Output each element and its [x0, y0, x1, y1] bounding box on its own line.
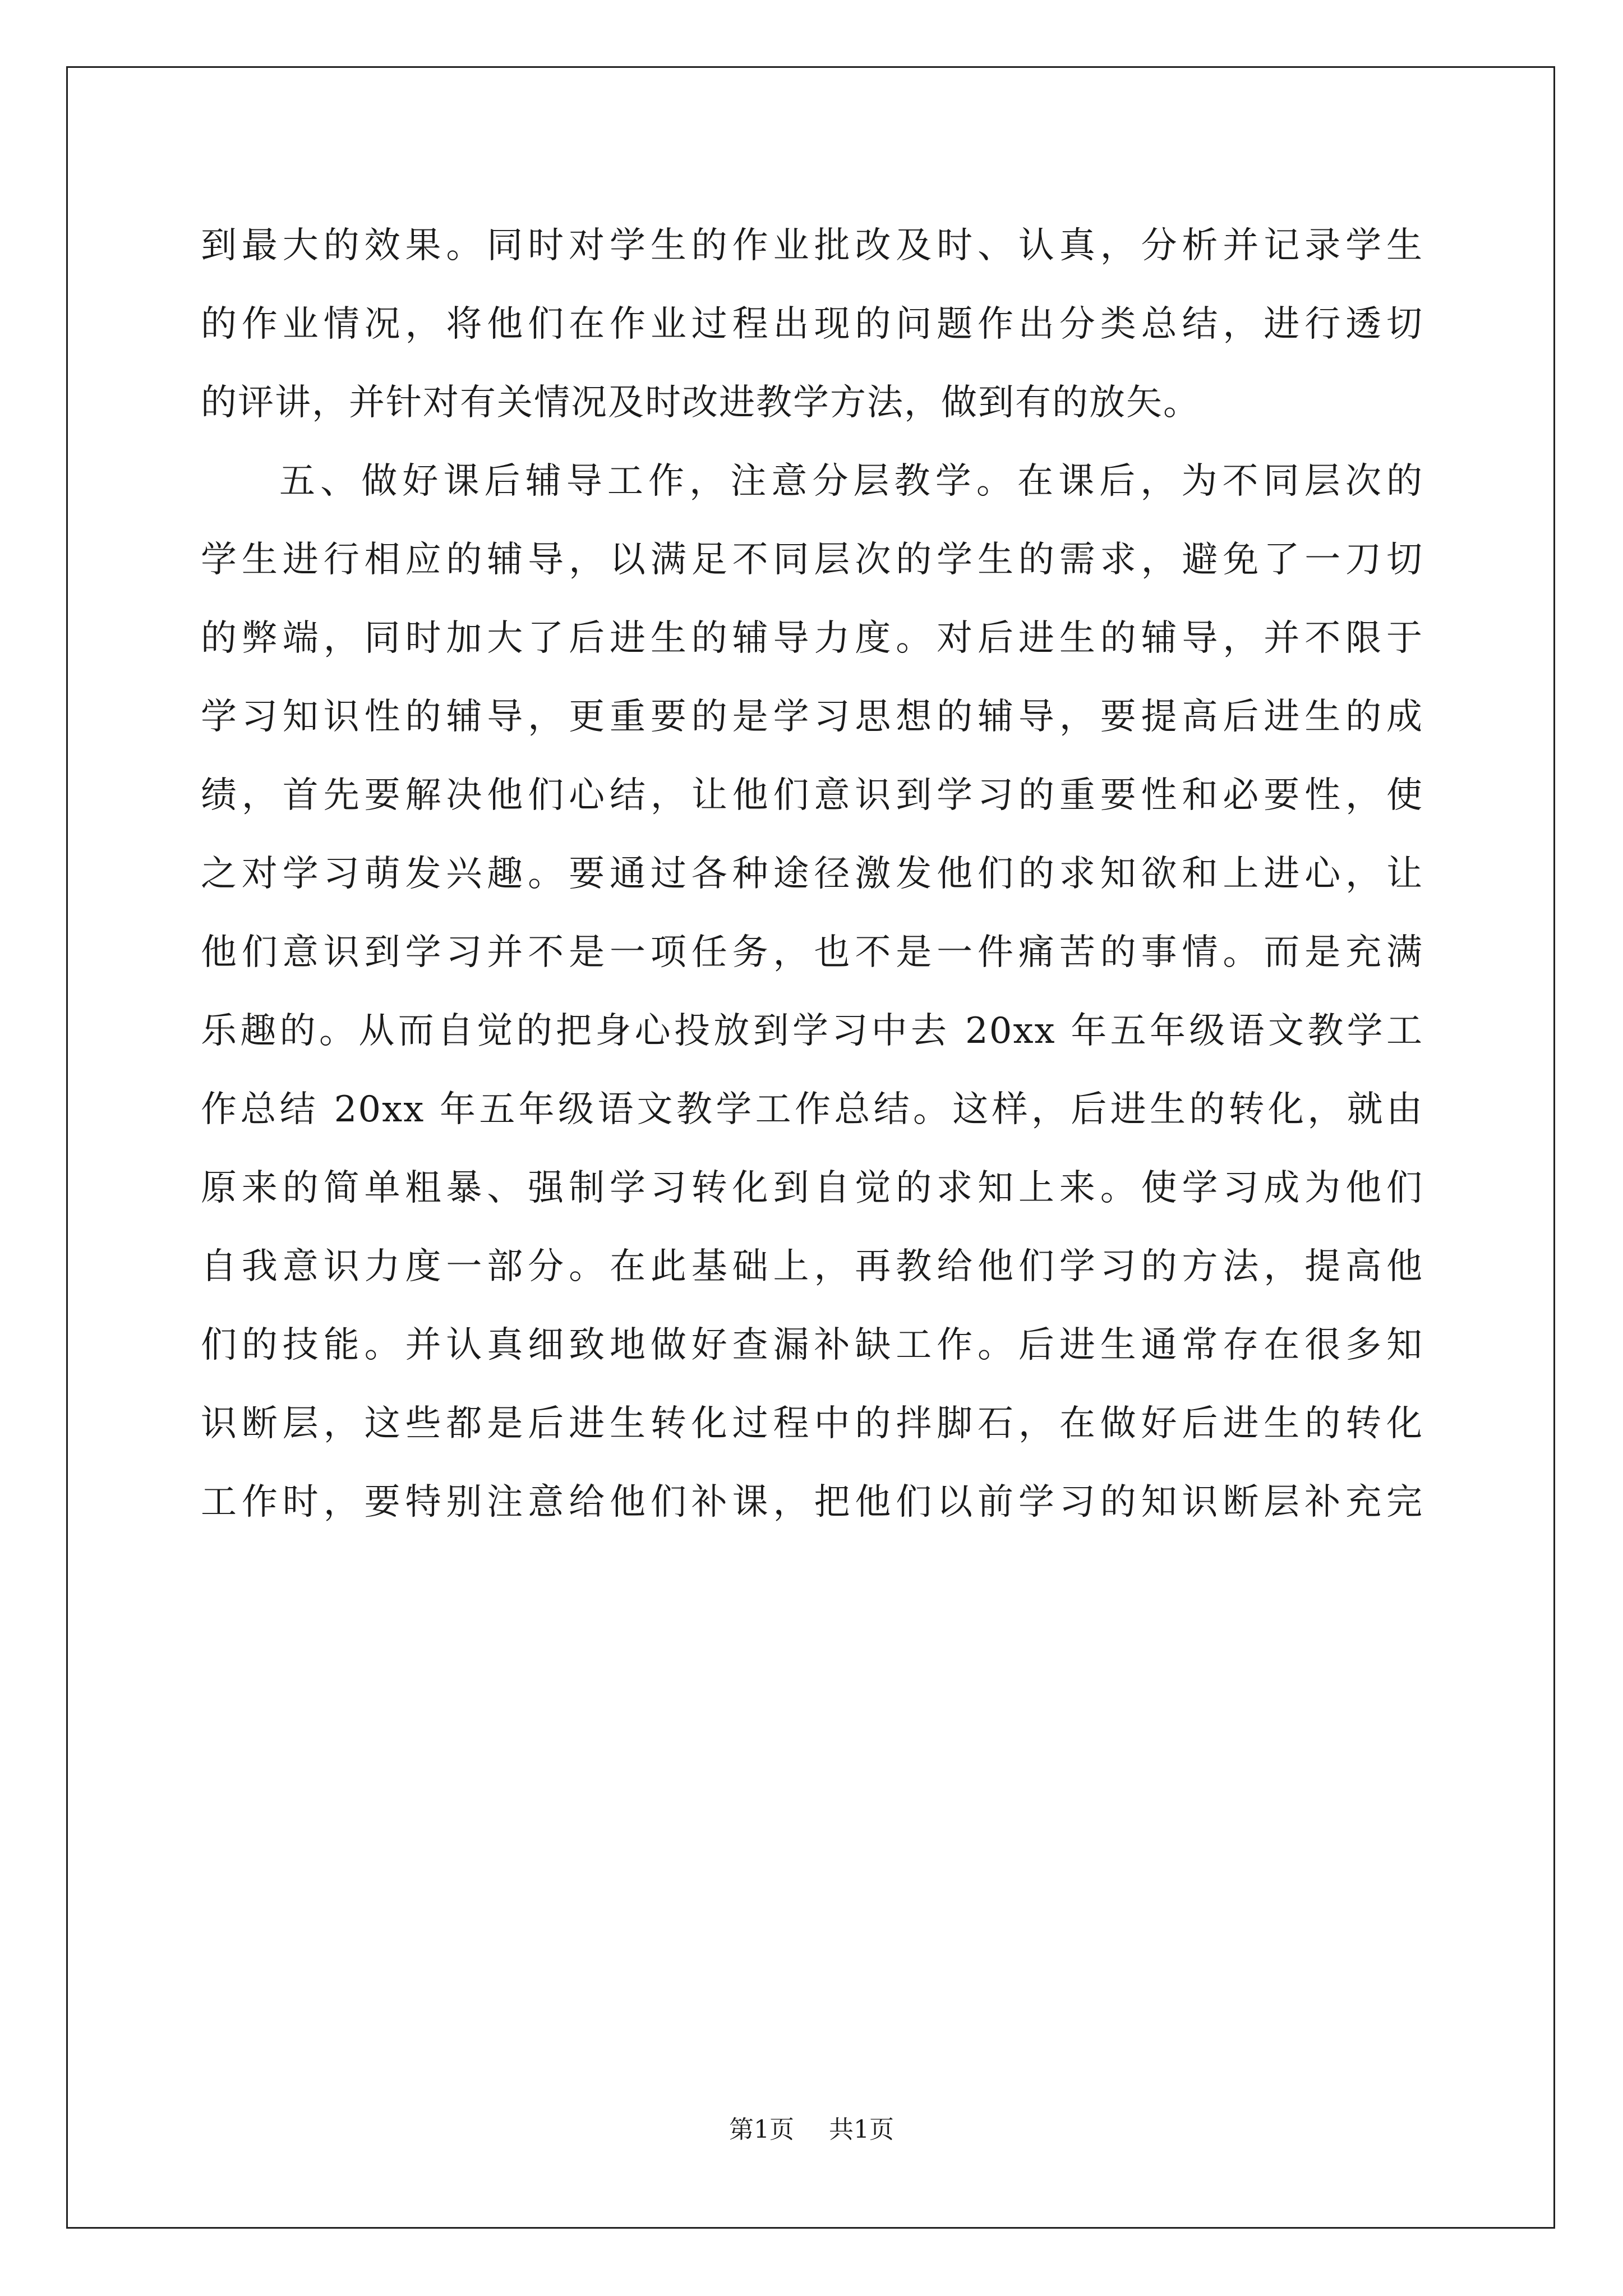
page-total: 共1页 [829, 2115, 894, 2144]
text-line: 们的技能。并认真细致地做好查漏补缺工作。后进生通常存在很多知 [201, 1324, 1423, 1366]
text-line: 原来的简单粗暴、强制学习转化到自觉的求知上来。使学习成为他们 [201, 1167, 1423, 1209]
document-body [201, 206, 1423, 1542]
text-line: 识断层，这些都是后进生转化过程中的拌脚石，在做好后进生的转化 [201, 1403, 1423, 1444]
text-line: 学习知识性的辅导，更重要的是学习思想的辅导，要提高后进生的成 [201, 696, 1423, 738]
text-line: 乐趣的。从而自觉的把身心投放到学习中去 20xx 年五年级语文教学工 [201, 1010, 1423, 1052]
text-line: 学生进行相应的辅导，以满足不同层次的学生的需求，避免了一刀切 [201, 539, 1423, 581]
text-line: 的作业情况，将他们在作业过程出现的问题作出分类总结，进行透切 [201, 303, 1423, 345]
text-line: 他们意识到学习并不是一项任务，也不是一件痛苦的事情。而是充满 [201, 932, 1423, 973]
text-line: 的评讲，并针对有关情况及时改进教学方法，做到有的放矢。 [201, 382, 1200, 424]
text-line: 工作时，要特别注意给他们补课，把他们以前学习的知识断层补充完 [201, 1481, 1423, 1523]
text-line: 五、做好课后辅导工作，注意分层教学。在课后，为不同层次的 [279, 461, 1423, 502]
text-line: 的弊端，同时加大了后进生的辅导力度。对后进生的辅导，并不限于 [201, 618, 1423, 659]
page-footer [0, 2109, 1623, 2145]
page-number: 第1页 [729, 2115, 794, 2144]
text-line: 到最大的效果。同时对学生的作业批改及时、认真，分析并记录学生 [201, 225, 1423, 266]
text-line: 之对学习萌发兴趣。要通过各种途径激发他们的求知欲和上进心，让 [201, 853, 1423, 895]
text-line: 绩，首先要解决他们心结，让他们意识到学习的重要性和必要性，使 [201, 775, 1423, 816]
text-line: 作总结 20xx 年五年级语文教学工作总结。这样，后进生的转化，就由 [201, 1089, 1423, 1130]
text-line: 自我意识力度一部分。在此基础上，再教给他们学习的方法，提高他 [201, 1246, 1423, 1287]
